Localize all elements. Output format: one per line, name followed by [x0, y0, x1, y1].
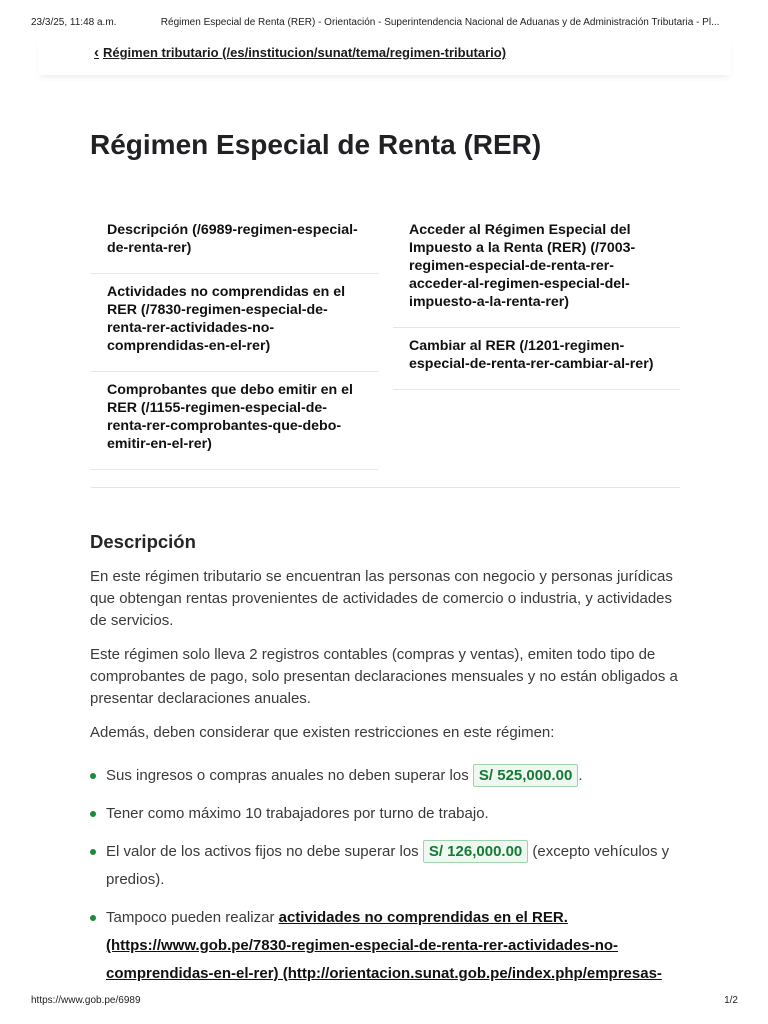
restrictions-list — [90, 762, 690, 998]
toc-item-descripcion[interactable]: Descripción (/6989-regimen-especial-de-renta-rer) — [91, 212, 378, 274]
bullet-text: Tampoco pueden realizar — [106, 909, 279, 926]
list-item — [90, 762, 690, 790]
print-url: https://www.gob.pe/6989 — [31, 995, 141, 1006]
bullet-text-end: (excepto vehículos y predios). — [106, 843, 670, 888]
print-document-title: Régimen Especial de Renta (RER) - Orientación - Superintendencia Nacional de Aduanas y de Administración Tributaria - Pl... — [160, 17, 720, 28]
print-header — [31, 17, 738, 28]
toc-item-actividades-no-comprendidas[interactable]: Actividades no comprendidas en el RER (/7830-regimen-especial-de-renta-rer-actividades-no-comprendidas-en-el-rer) — [91, 274, 378, 372]
toc-item-cambiar-rer[interactable]: Cambiar al RER (/1201-regimen-especial-de-renta-rer-cambiar-al-rer) — [393, 328, 680, 390]
back-link-label: Régimen tributario (/es/institucion/sunat/tema/regimen-tributario) — [103, 45, 507, 60]
actividades-no-comprendidas-link[interactable]: actividades no comprendidas en el RER. (https://www.gob.pe/7830-regimen-especial-de-renta-rer-actividades-no-comprendidas-en-el-rer) (http://orientacion.sunat.gob.pe/index.php/empresas- — [106, 909, 662, 982]
page-title: Régimen Especial de Renta (RER) — [90, 129, 542, 160]
toc-item-comprobantes[interactable]: Comprobantes que debo emitir en el RER (/1155-regimen-especial-de-renta-rer-comprobantes-que-debo-emitir-en-el-rer) — [91, 372, 378, 470]
amount-badge: S/ 126,000.00 — [423, 840, 528, 863]
list-item — [90, 838, 690, 894]
bullet-text: Tener como máximo 10 trabajadores por turno de trabajo. — [106, 805, 489, 822]
list-item — [90, 904, 690, 988]
section-heading-descripcion: Descripción — [90, 531, 196, 552]
print-datetime: 23/3/25, 11:48 a.m. — [31, 17, 117, 28]
back-link[interactable] — [94, 44, 506, 61]
paragraph-1: En este régimen tributario se encuentran las personas con negocio y personas jurídicas que obtengan rentas provenientes de actividades de comercio o industria, y actividades de servicios. — [90, 568, 673, 629]
paragraph-3: Además, deben considerar que existen restricciones en este régimen: — [90, 724, 555, 741]
table-of-contents — [91, 212, 680, 470]
print-page-number: 1/2 — [724, 995, 738, 1006]
print-footer — [31, 995, 738, 1006]
bullet-dot-icon — [90, 849, 96, 855]
toc-right-column — [393, 212, 680, 470]
bullet-dot-icon — [90, 915, 96, 921]
bullet-dot-icon — [90, 811, 96, 817]
chevron-left-icon: ‹ — [94, 44, 99, 61]
bullet-text: El valor de los activos fijos no debe superar los — [106, 843, 423, 860]
bullet-text-end: . — [578, 767, 583, 784]
paragraph-2: Este régimen solo lleva 2 registros contables (compras y ventas), emiten todo tipo de comprobantes de pago, solo presentan declaraciones mensuales y no están obligados a presentar declaraciones anuales. — [90, 646, 678, 707]
list-item — [90, 800, 690, 828]
amount-badge: S/ 525,000.00 — [473, 764, 578, 787]
toc-item-acceder-rer[interactable]: Acceder al Régimen Especial del Impuesto a la Renta (RER) (/7003-regimen-especial-de-renta-rer-acceder-al-regimen-especial-del-impuesto-a-la-renta-rer) — [393, 212, 680, 328]
bullet-dot-icon — [90, 773, 96, 779]
toc-left-column — [91, 212, 378, 470]
bullet-text: Sus ingresos o compras anuales no deben superar los — [106, 767, 473, 784]
section-divider — [91, 487, 680, 488]
